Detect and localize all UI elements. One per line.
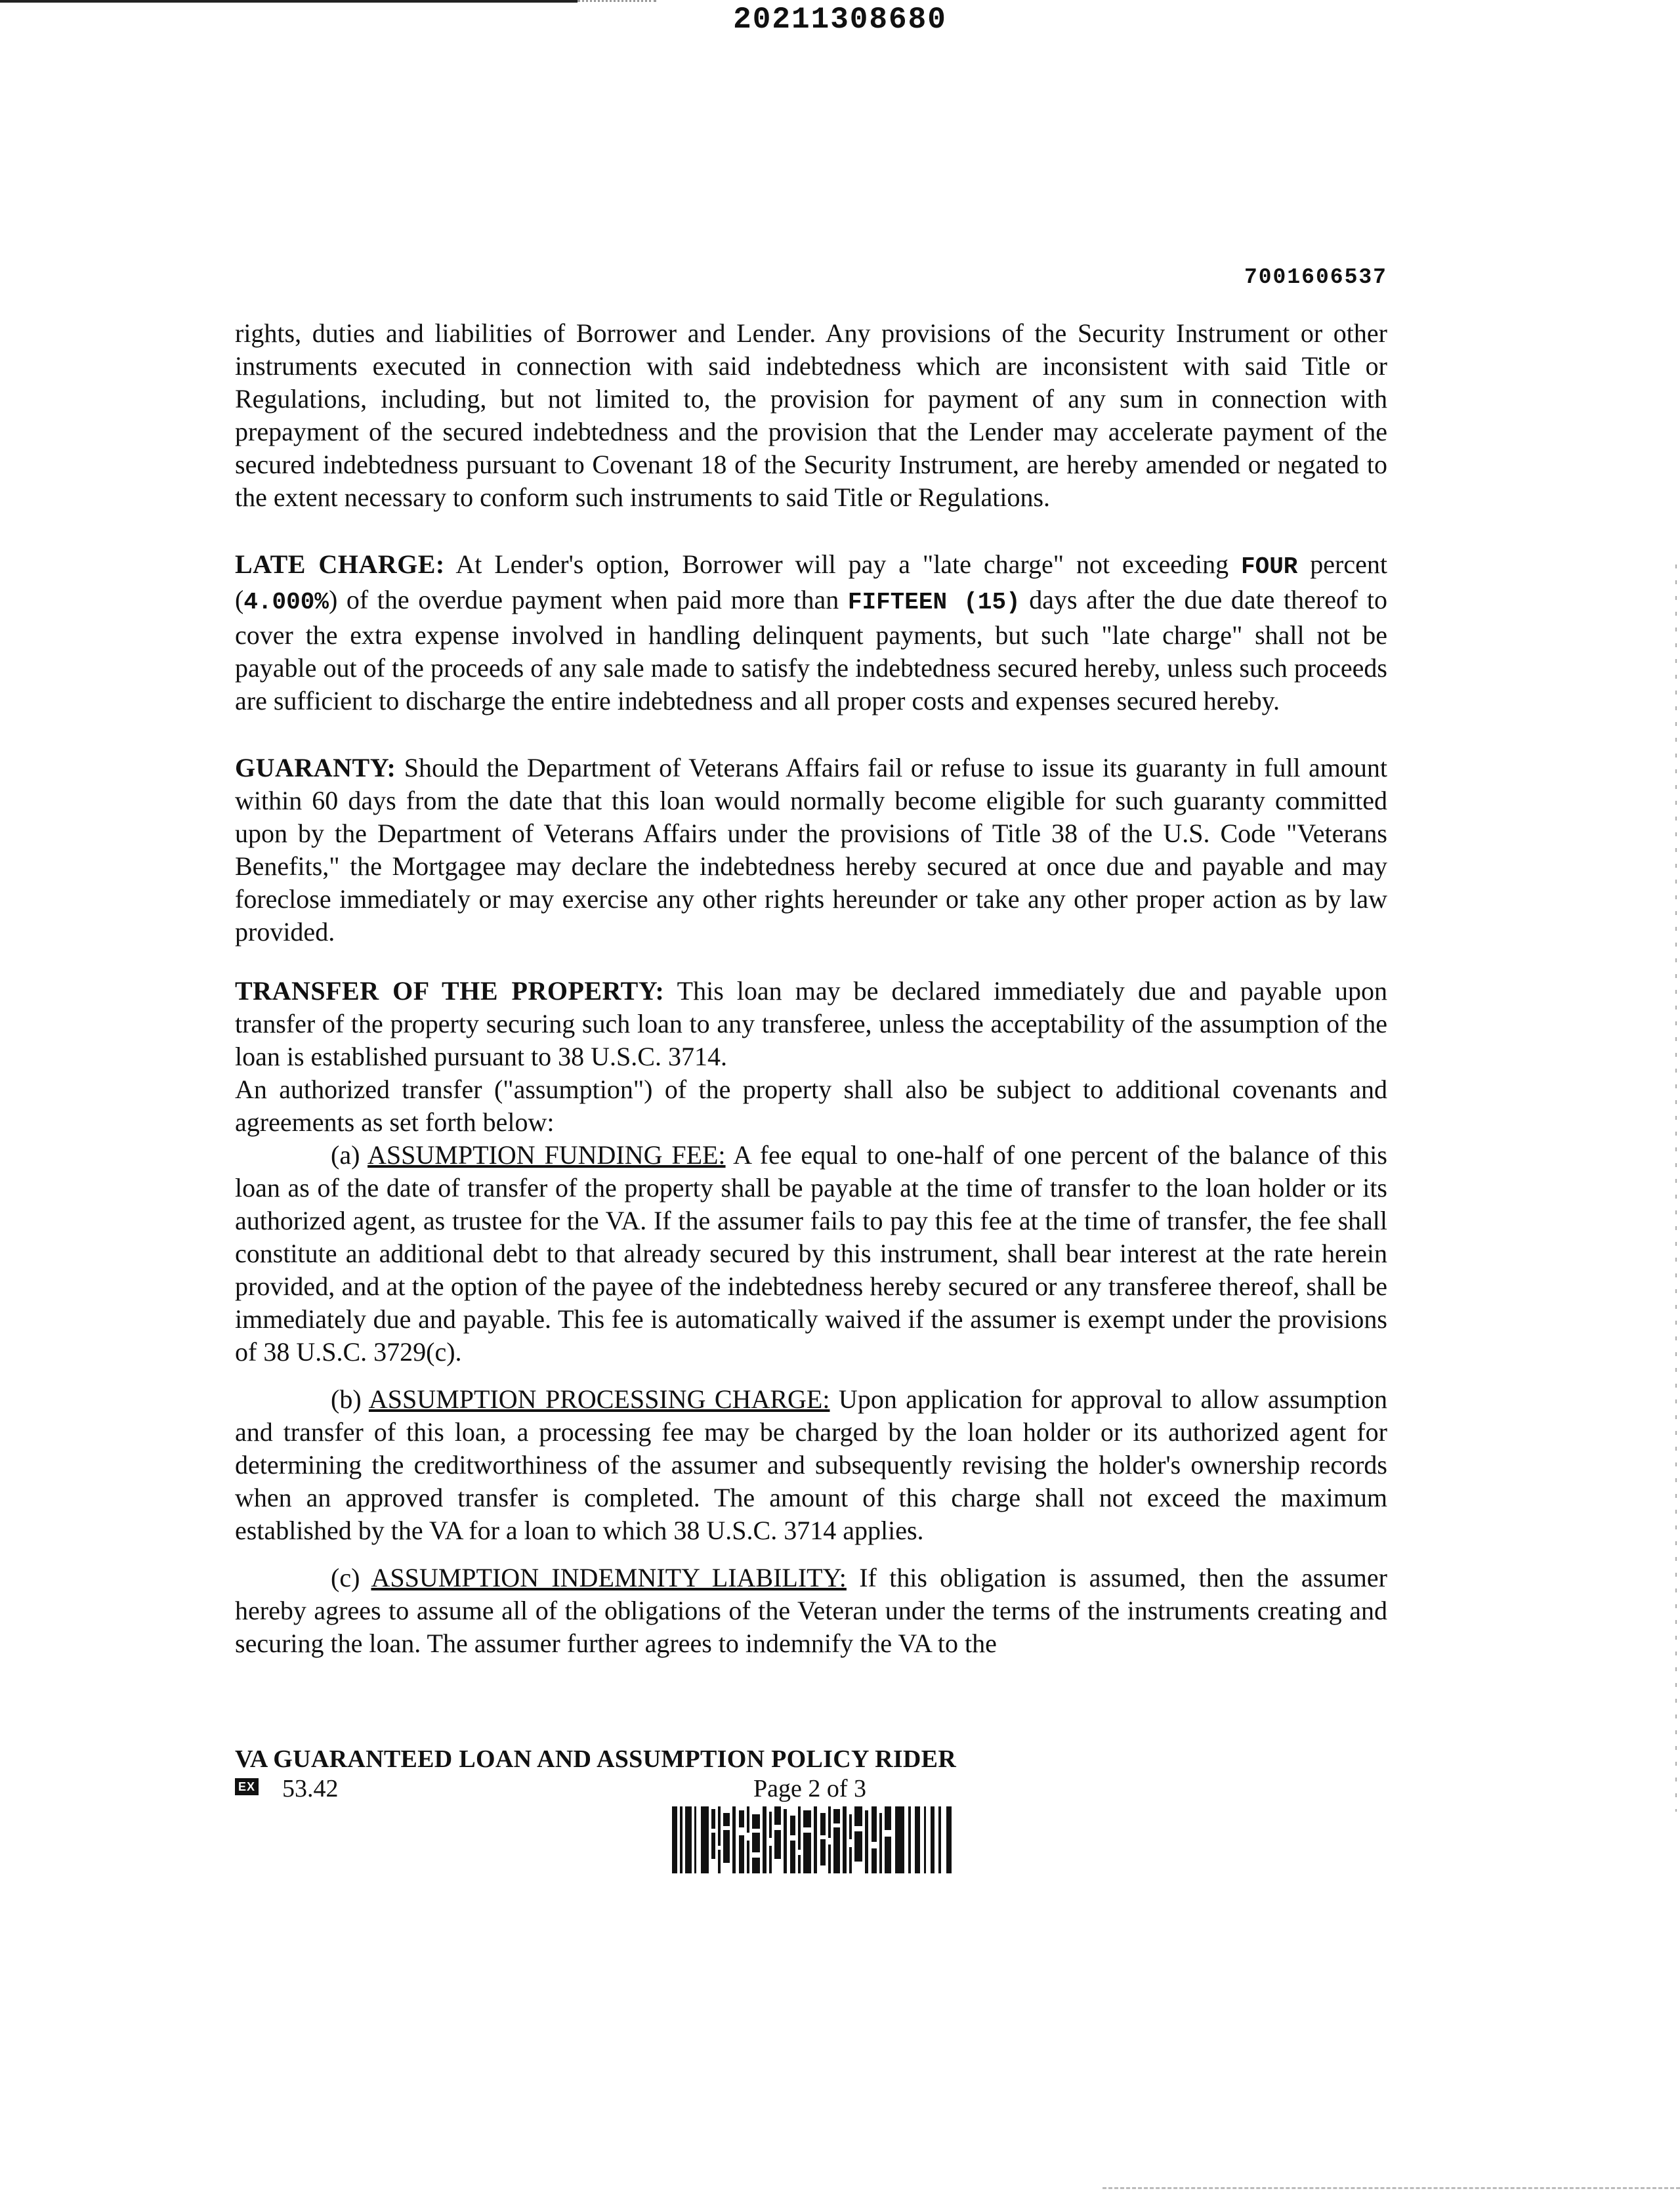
document-id: 20211308680 — [733, 3, 947, 37]
item-b-processing-charge — [235, 1383, 1387, 1547]
late-charge-days: FIFTEEN (15) — [847, 589, 1020, 616]
late-charge-text-2: percent ( — [235, 549, 1387, 614]
paragraph-transfer — [235, 975, 1387, 1073]
late-charge-heading: LATE CHARGE: — [235, 549, 445, 579]
paragraph-late-charge — [235, 548, 1387, 717]
late-charge-percent-word: FOUR — [1240, 553, 1298, 580]
item-a-prefix: (a) — [331, 1140, 368, 1170]
item-a-text: A fee equal to one-half of one percent of the balance of this loan as of the date of transfer of the property shall be payable at the time of transfer to the loan holder or its authorized agent, as trustee for the VA. If the assumer fails to pay this fee at the time of transfer, the fee shall constitute an additional debt to that already secured by this instrument, shall bear interest at the rate herein provided, and at the option of the payee of the indebtedness hereby secured or any transferee thereof, shall be immediately due and payable. This fee is automatically waived if the assumer is exempt under the provisions of 38 U.S.C. 3729(c). — [235, 1140, 1387, 1367]
form-logo-icon: EX — [235, 1778, 259, 1795]
paragraph-guaranty — [235, 752, 1387, 948]
form-number: 53.42 — [282, 1775, 339, 1802]
item-c-indemnity-liability — [235, 1562, 1387, 1660]
item-a-title: ASSUMPTION FUNDING FEE: — [368, 1140, 726, 1170]
item-c-prefix: (c) — [331, 1563, 371, 1592]
scan-edge-marks — [1672, 565, 1680, 1812]
page-number: Page 2 of 3 — [753, 1775, 867, 1802]
transfer-text: This loan may be declared immediately due and payable upon transfer of the property securing such loan to any transferee, unless the acceptability of the assumption of the loan is established pursuant to 38 U.S.C. 3714. — [235, 976, 1388, 1071]
barcode-icon — [672, 1806, 954, 1873]
rider-title: VA GUARANTEED LOAN AND ASSUMPTION POLICY RIDER — [235, 1745, 957, 1773]
paragraph-transfer-covenants: An authorized transfer ("assumption") of the property shall also be subject to additional covenants and agreements as set forth below: — [235, 1075, 1387, 1137]
item-b-title: ASSUMPTION PROCESSING CHARGE: — [368, 1384, 830, 1414]
rider-body — [235, 317, 1387, 1660]
item-c-text: If this obligation is assumed, then the assumer hereby agrees to assume all of the obligations of the Veteran under the terms of the instruments creating and securing the loan. The assumer further agrees to indemnify the VA to the — [235, 1563, 1387, 1658]
guaranty-heading: GUARANTY: — [235, 753, 396, 782]
transfer-heading: TRANSFER OF THE PROPERTY: — [235, 976, 665, 1006]
loan-number: 7001606537 — [1244, 265, 1387, 289]
guaranty-text: Should the Department of Veterans Affairs fail or refuse to issue its guaranty in full amount within 60 days from the date that this loan would normally become eligible for such guaranty committed upon by the Department of Veterans Affairs under the provisions of Title 38 of the U.S. Code "Veterans Benefits," the Mortgagee may declare the indebtedness hereby secured at once due and payable and may foreclose immediately or may exercise any other rights hereunder or take any other proper action as by law provided. — [235, 753, 1387, 947]
late-charge-percent-value: 4.000% — [243, 589, 329, 616]
paragraph-regulations: rights, duties and liabilities of Borrower and Lender. Any provisions of the Security Instrument or other instruments executed in connection with said indebtedness which are inconsistent with said Title or Regulations, including, but not limited to, the provision for payment of any sum in connection with prepayment of the secured indebtedness and the provision that the Lender may accelerate payment of the secured indebtedness pursuant to Covenant 18 of the Security Instrument, are hereby amended or negated to the extent necessary to conform such instruments to said Title or Regulations. — [235, 318, 1387, 512]
bottom-edge-rule — [1102, 2187, 1680, 2191]
form-info — [235, 1774, 1022, 1803]
late-charge-text-4: days after the due date thereof to cover the extra expense involved in handling delinquent payments, but such "late charge" shall not be payable out of the proceeds of any sale made to satisfy the indebtedness secured hereby, unless such proceeds are sufficient to discharge the entire indebtedness and all proper costs and expenses secured hereby. — [235, 585, 1387, 715]
late-charge-text-3: ) of the overdue payment when paid more than — [328, 585, 848, 614]
item-a-funding-fee — [235, 1139, 1387, 1369]
item-b-text: Upon application for approval to allow assumption and transfer of this loan, a processing fee may be charged by the loan holder or its authorized agent for determining the creditworthiness of the assumer and subsequently revising the holder's ownership records when an approved transfer is completed. The amount of this charge shall not exceed the maximum established by the VA for a loan to which 38 U.S.C. 3714 applies. — [235, 1384, 1388, 1545]
late-charge-text-1: At Lender's option, Borrower will pay a "late charge" not exceeding — [444, 549, 1241, 579]
item-c-title: ASSUMPTION INDEMNITY LIABILITY: — [371, 1563, 847, 1592]
item-b-prefix: (b) — [331, 1384, 369, 1414]
